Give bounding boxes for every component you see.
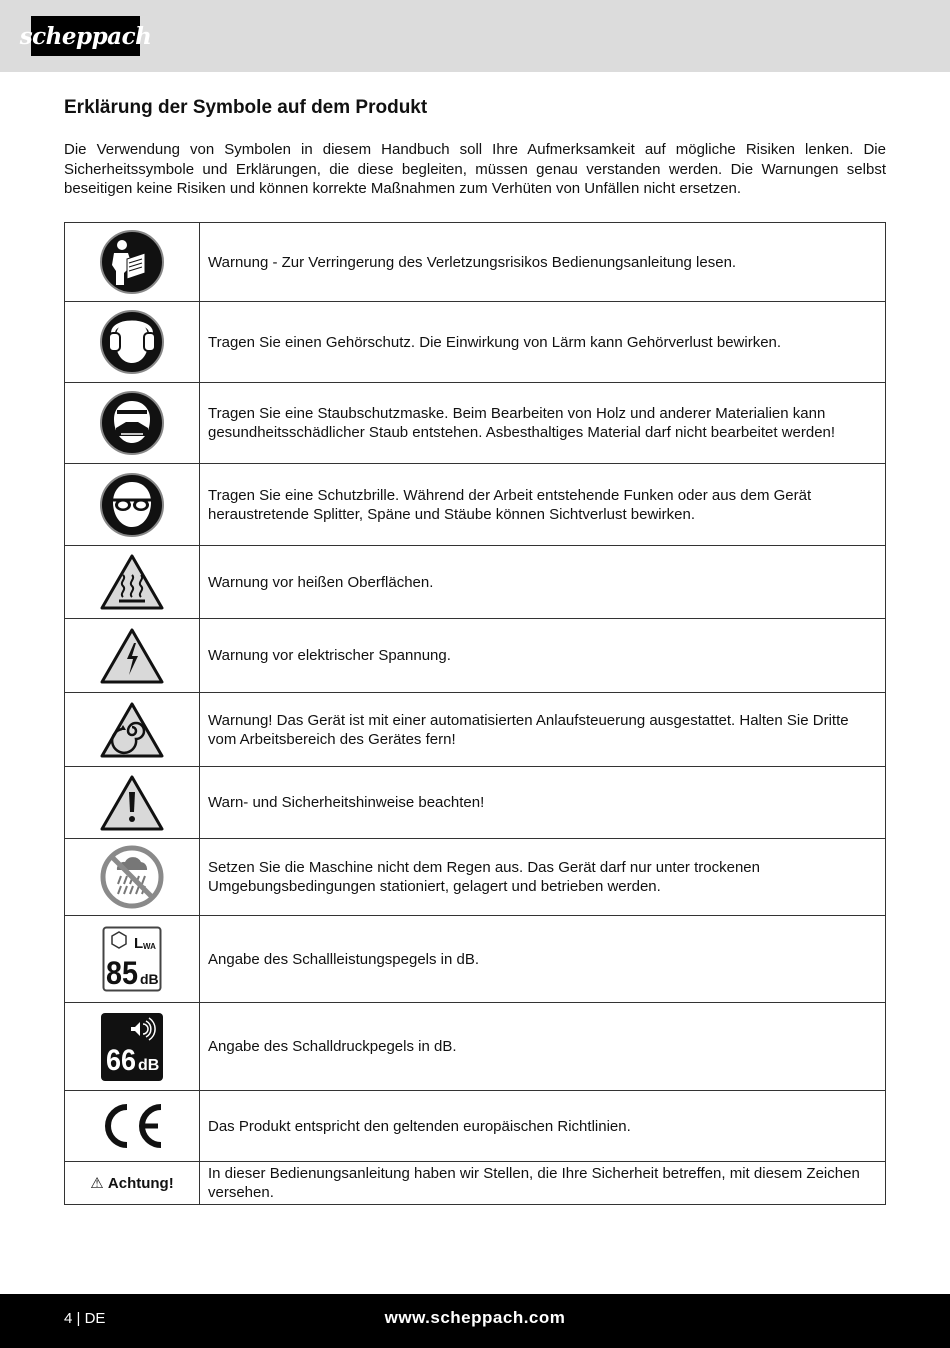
table-row [65,1091,886,1162]
description-cell: Das Produkt entspricht den geltenden europäischen Richtlinien. [200,1091,886,1162]
description-cell: In dieser Bedienungsanleitung haben wir Stellen, die Ihre Sicherheit betreffen, mit diesem Zeichen versehen. [200,1162,886,1205]
page-header [0,0,950,72]
symbol-cell [65,916,200,1003]
table-row [65,916,886,1003]
svg-text:dB: dB [140,971,159,987]
symbol-cell [65,839,200,916]
general-warning-icon [99,774,165,832]
svg-text:66: 66 [106,1043,136,1077]
website-url: www.scheppach.com [384,1308,566,1327]
page-number: 4 [64,1310,73,1327]
table-row [65,839,886,916]
svg-text:L: L [134,935,144,952]
description-cell: Angabe des Schalldruckpegels in dB. [200,1003,886,1091]
table-row [65,693,886,767]
ear-protection-icon [99,309,165,375]
read-manual-icon [99,229,165,295]
intro-paragraph: Die Verwendung von Symbolen in diesem Handbuch soll Ihre Aufmerksamkeit auf mögliche Risiken lenken. Die Sicherheitssymbole und Erklärungen, die diese begleiten, müssen genau verstanden werden. Die Warnungen selbst beseitigen keine Risiken und können korrekte Maßnahmen zum Verhüten von Unfällen nicht ersetzen. [64,141,886,197]
page-footer [0,1294,950,1348]
electric-voltage-icon [99,627,165,685]
svg-text:WA: WA [143,942,156,951]
symbol-cell [65,1162,200,1205]
description-cell: Warnung vor heißen Oberflächen. [200,546,886,619]
description-cell: Warnung vor elektrischer Spannung. [200,619,886,693]
symbol-cell [65,546,200,619]
symbol-cell [65,619,200,693]
page-title: Erklärung der Symbole auf dem Produkt [64,97,428,118]
sound-power-level-icon [102,926,162,992]
table-row [65,302,886,383]
no-rain-icon [99,844,165,910]
symbol-cell [65,767,200,839]
table-row [65,464,886,546]
table-row [65,223,886,302]
hot-surface-icon [99,553,165,611]
table-row [65,767,886,839]
sound-pressure-level-icon [101,1013,163,1081]
brand-logo: scheppach [31,16,140,56]
description-cell: Warnung - Zur Verringerung des Verletzungsrisikos Bedienungsanleitung lesen. [200,223,886,302]
description-cell: Setzen Sie die Maschine nicht dem Regen aus. Das Gerät darf nur unter trockenen Umgebungsbedingungen stationiert, gelagert und betrieben werden. [200,839,886,916]
ce-mark-icon [99,1102,165,1150]
description-cell: Tragen Sie eine Staubschutzmaske. Beim Bearbeiten von Holz und anderer Materialien kann gesundheitsschädlicher Staub entstehen. Asbesthaltiges Material darf nicht bearbeitet werden! [200,383,886,464]
description-cell: Warn- und Sicherheitshinweise beachten! [200,767,886,839]
dust-mask-icon [99,390,165,456]
symbol-cell [65,464,200,546]
symbol-cell [65,1003,200,1091]
description-cell: Tragen Sie einen Gehörschutz. Die Einwirkung von Lärm kann Gehörverlust bewirken. [200,302,886,383]
language-code: DE [84,1310,106,1327]
table-row [65,1162,886,1205]
symbol-cell [65,383,200,464]
svg-text:85: 85 [106,955,138,991]
achtung-label: Achtung! [107,1174,174,1192]
symbol-cell [65,302,200,383]
table-row [65,383,886,464]
description-cell: Warnung! Das Gerät ist mit einer automatisierten Anlaufsteuerung ausgestattet. Halten Sie Dritte vom Arbeitsbereich des Gerätes fern! [200,693,886,767]
table-row [65,546,886,619]
table-row [65,1003,886,1091]
svg-text:dB: dB [138,1056,160,1074]
symbol-table [64,222,886,1205]
symbol-cell [65,1091,200,1162]
description-cell: Angabe des Schallleistungspegels in dB. [200,916,886,1003]
warning-triangle-icon: ⚠ [90,1174,104,1192]
symbol-cell [65,223,200,302]
separator: | [76,1310,85,1327]
safety-goggles-icon [99,472,165,538]
description-cell: Tragen Sie eine Schutzbrille. Während der Arbeit entstehende Funken oder aus dem Gerät heraustretende Splitter, Späne und Stäube können Sichtverlust bewirken. [200,464,886,546]
table-row [65,619,886,693]
symbol-cell [65,693,200,767]
automatic-start-icon [99,701,165,759]
